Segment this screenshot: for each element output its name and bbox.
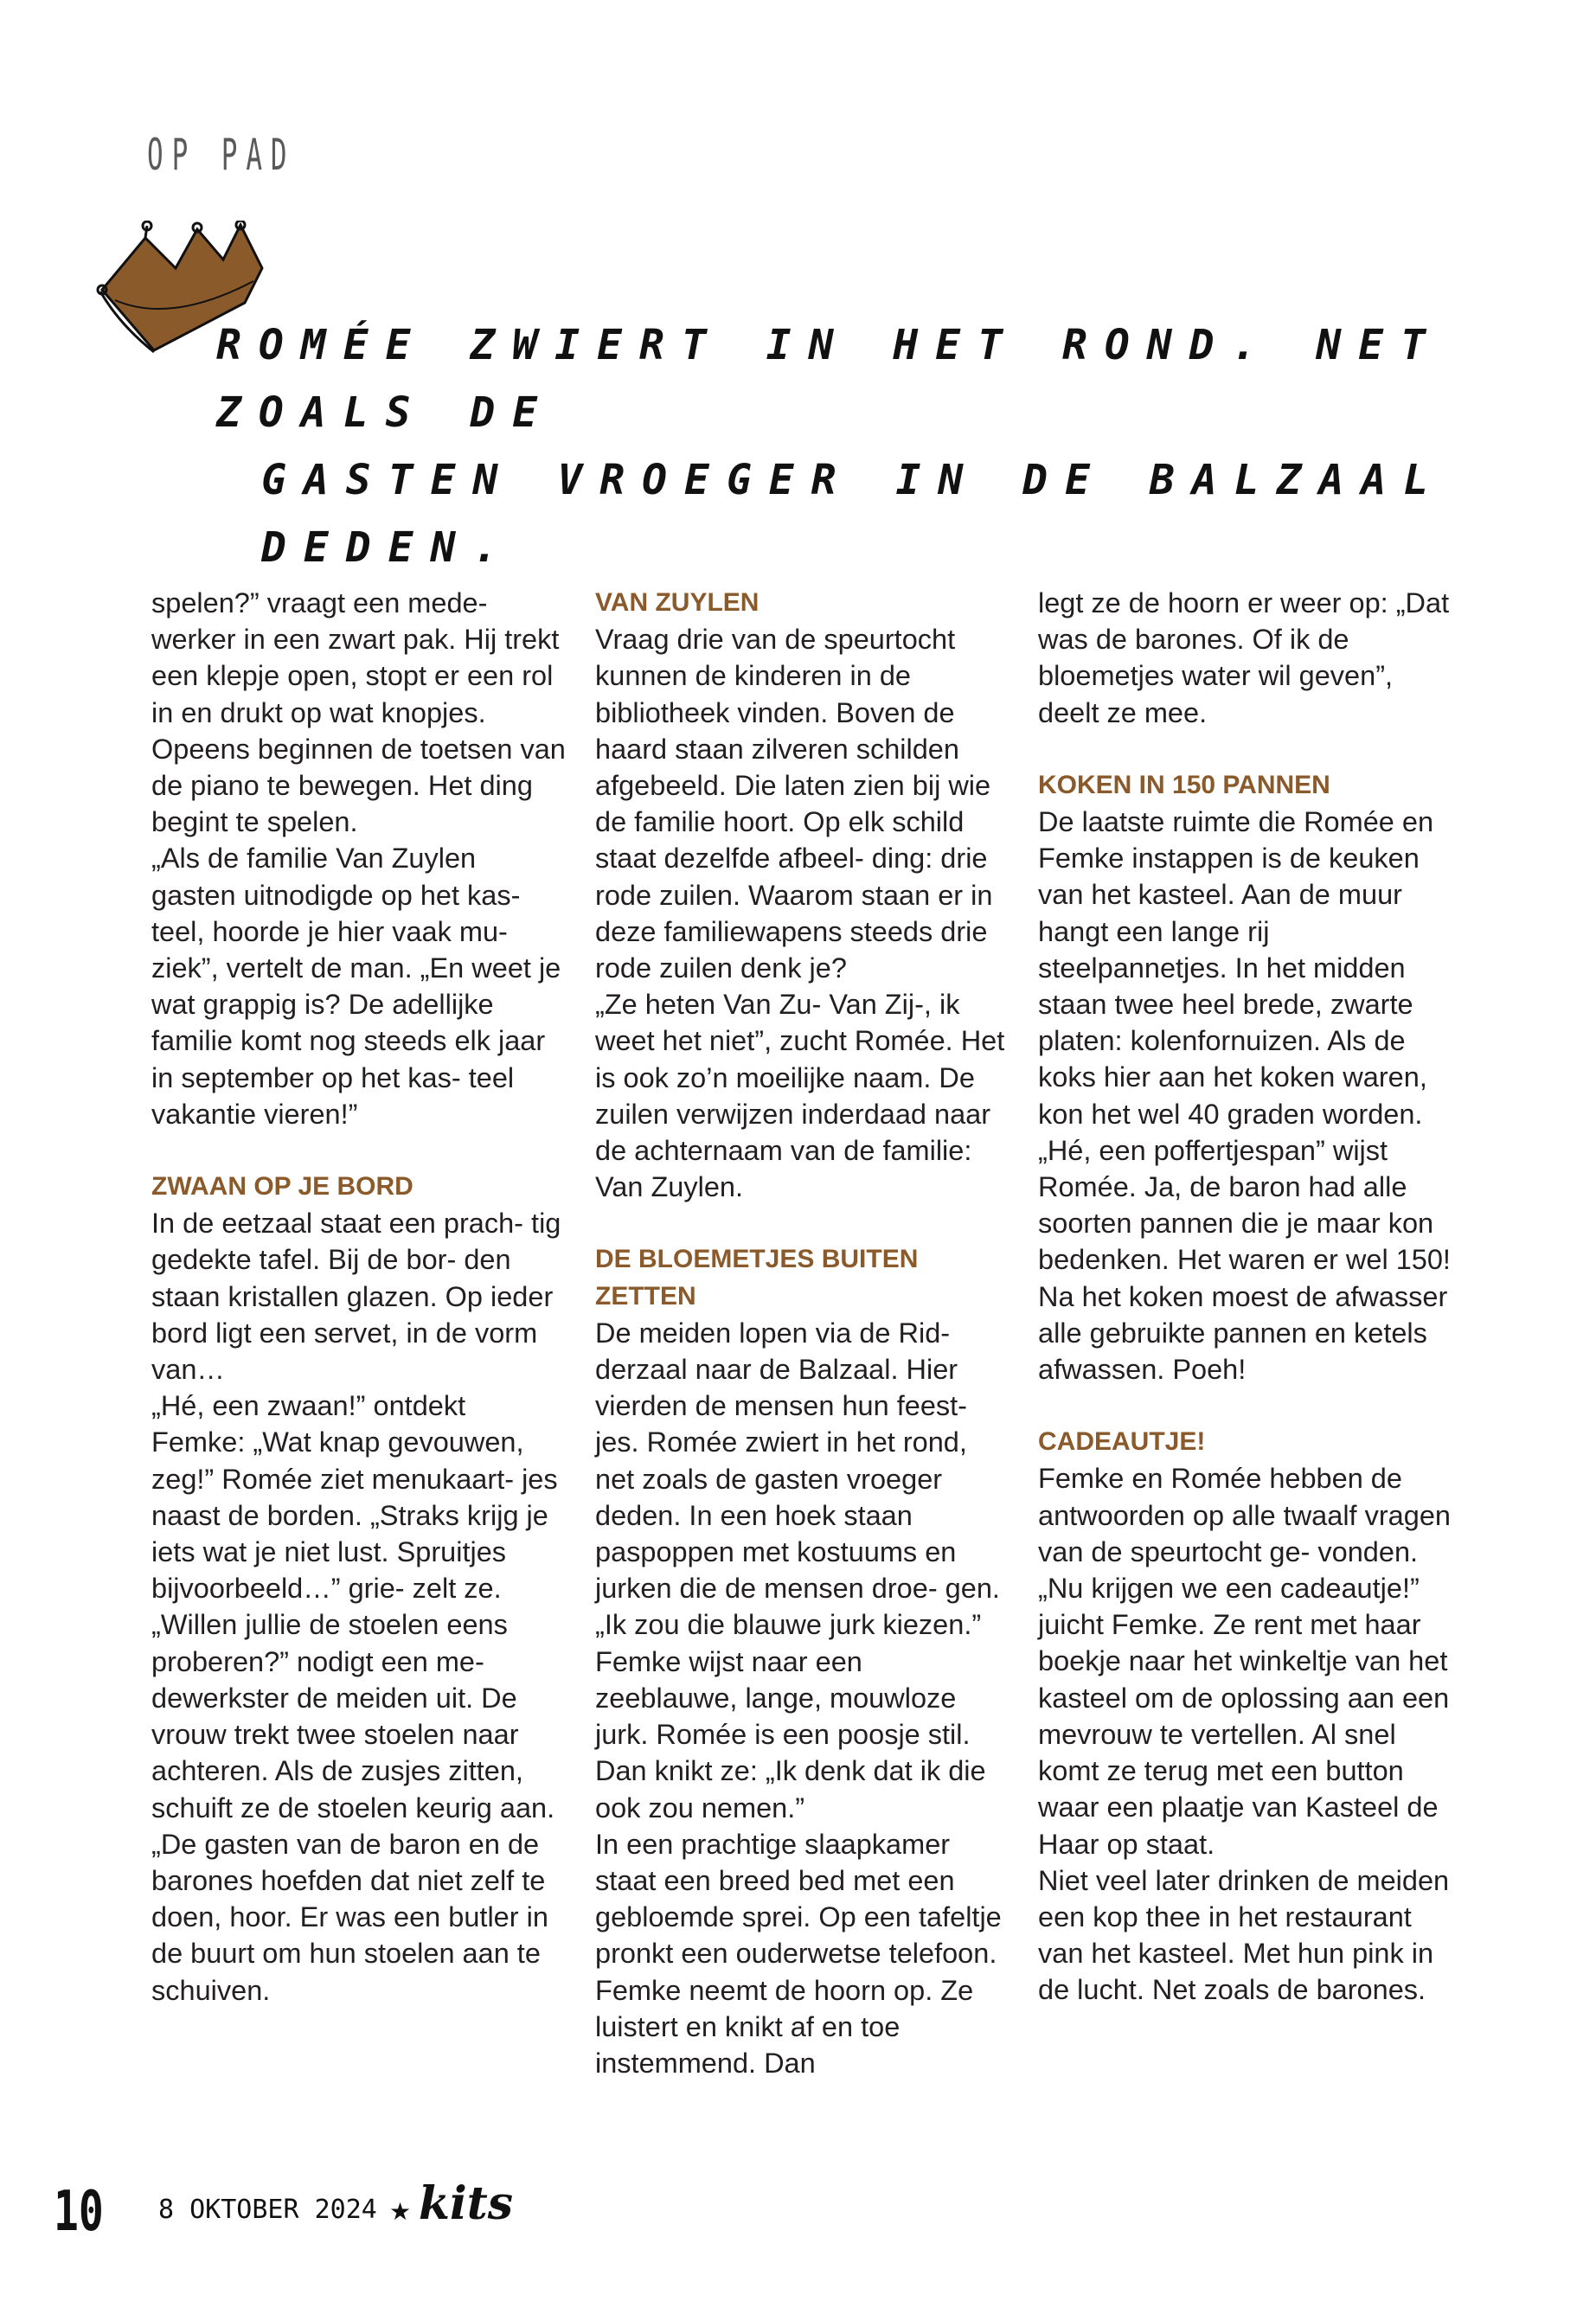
section-label: OP PAD — [147, 130, 296, 180]
paragraph: De meiden lopen via de Rid- derzaal naar de Balzaal. Hier vierden de mensen hun feest- jes. Romée zwiert in het rond, net zoals de gasten vroeger deden. In een hoek staan paspoppen met kostuums en jurken die de mensen droe- gen. „Ik zou die blauwe jurk kiezen.” Femke wijst naar een zeeblauwe, lange, mouwloze jurk. Romée is een poosje stil. Dan knikt ze: „Ik denk dat ik die ook zou nemen.” — [595, 1317, 1000, 1823]
article-column-3 — [1038, 585, 1453, 2009]
paragraph: spelen?” vraagt een mede- werker in een zwart pak. Hij trekt een klepje open, stopt er een rol in en drukt op wat knopjes. Opeens beginnen de toetsen van de piano te bewegen. Het ding begint te spelen. — [151, 587, 566, 838]
paragraph: „Willen jullie de stoelen eens proberen?” nodigt een me- dewerkster de meiden uit. De vrouw trekt twee stoelen naar achteren. Als de zusjes zitten, schuift ze de stoelen keurig aan. — [151, 1609, 555, 1823]
pull-quote-line-2: GASTEN VROEGER IN DE BALZAAL DEDEN. — [261, 456, 1446, 572]
pull-quote — [216, 311, 1479, 581]
paragraph: legt ze de hoorn er weer op: „Dat was de barones. Of ik de bloemetjes water wil geven”, deelt ze mee. — [1038, 587, 1450, 728]
paragraph: Vraag drie van de speurtocht kunnen de kinderen in de bibliotheek vinden. Boven de haard staan zilveren schilden afgebeeld. Die laten zien bij wie de familie hoort. Op elk schild staat dezelfde afbeel- ding: drie rode zuilen. Waarom staan er in deze familiewapens steeds drie rode zuilen denk je? — [595, 624, 993, 984]
paragraph: „Als de familie Van Zuylen gasten uitnodigde op het kas- teel, hoorde je hier vaak mu- ziek”, vertelt de man. „En weet je wat grappig is? De adellijke familie komt nog steeds elk jaar in september op het kas- teel vakantie vieren!” — [151, 843, 561, 1130]
subheading-koken: KOKEN IN 150 PANNEN — [1038, 770, 1330, 799]
paragraph: Niet veel later drinken de meiden een kop thee in het restaurant van het kasteel. Met hun pink in de lucht. Net zoals de barones. — [1038, 1864, 1450, 2006]
paragraph: Femke en Romée hebben de antwoorden op alle twaalf vragen van de speurtocht ge- vonden. — [1038, 1463, 1451, 1567]
subheading-cadeautje: CADEAUTJE! — [1038, 1427, 1206, 1457]
pull-quote-line-1: ROMÉE ZWIERT IN HET ROND. NET ZOALS DE — [216, 321, 1444, 437]
paragraph: In de eetzaal staat een prach- tig gedekte tafel. Bij de bor- den staan kristallen glazen. Op ieder bord ligt een servet, in de vorm van… — [151, 1208, 561, 1386]
paragraph: In een prachtige slaapkamer staat een breed bed met een gebloemde sprei. Op een tafeltje pronkt een ouderwetse telefoon. Femke neemt de hoorn op. Ze luistert en knikt af en toe instemmend. Dan — [595, 1828, 1002, 2079]
paragraph: „Hé, een zwaan!” ontdekt Femke: „Wat knap gevouwen, zeg!” Romée ziet menukaart- jes naast de borden. „Straks krijg je iets wat je niet lust. Spruitjes bijvoorbeeld…” grie- zelt ze. — [151, 1390, 558, 1605]
article-column-1 — [151, 585, 567, 2009]
paragraph: „Nu krijgen we een cadeautje!” juicht Femke. Ze rent met haar boekje naar het winkeltje van het kasteel om de oplossing aan een mevrouw te vertellen. Al snel komt ze terug met een button waar een plaatje van Kasteel de Haar op staat. — [1038, 1573, 1450, 1860]
issue-date: 8 OKTOBER 2024 — [158, 2195, 377, 2225]
paragraph: „Ze heten Van Zu- Van Zij-, ik weet het niet”, zucht Romée. Het is ook zo’n moeilijke naam. De zuilen verwijzen inderdaad naar de achternaam van de familie: Van Zuylen. — [595, 989, 1005, 1203]
subheading-zwaan: ZWAAN OP JE BORD — [151, 1172, 413, 1202]
brand-logo: kits — [419, 2177, 514, 2230]
paragraph: De laatste ruimte die Romée en Femke instappen is de keuken van het kasteel. Aan de muur hangt een lange rij steelpannetjes. In het midden staan twee heel brede, zwarte platen: kolenfornuizen. Als de koks hier aan het koken waren, kon het wel 40 graden worden. — [1038, 806, 1434, 1130]
page-number: 10 — [54, 2180, 104, 2244]
star-icon: ★ — [389, 2197, 412, 2226]
paragraph: „De gasten van de baron en de barones hoefden dat niet zelf te doen, hoor. Er was een butler in de buurt om hun stoelen aan te schuiven. — [151, 1828, 548, 2006]
subheading-bloemetjes: DE BLOEMETJES BUITEN ZETTEN — [595, 1245, 919, 1311]
subheading-van-zuylen: VAN ZUYLEN — [595, 588, 760, 617]
article-column-2 — [595, 585, 1010, 2081]
paragraph: „Hé, een poffertjespan” wijst Romée. Ja, de baron had alle soorten pannen die je maar kon bedenken. Het waren er wel 150! Na het koken moest de afwasser alle gebruikte pannen en ketels afwassen. Poeh! — [1038, 1134, 1451, 1386]
